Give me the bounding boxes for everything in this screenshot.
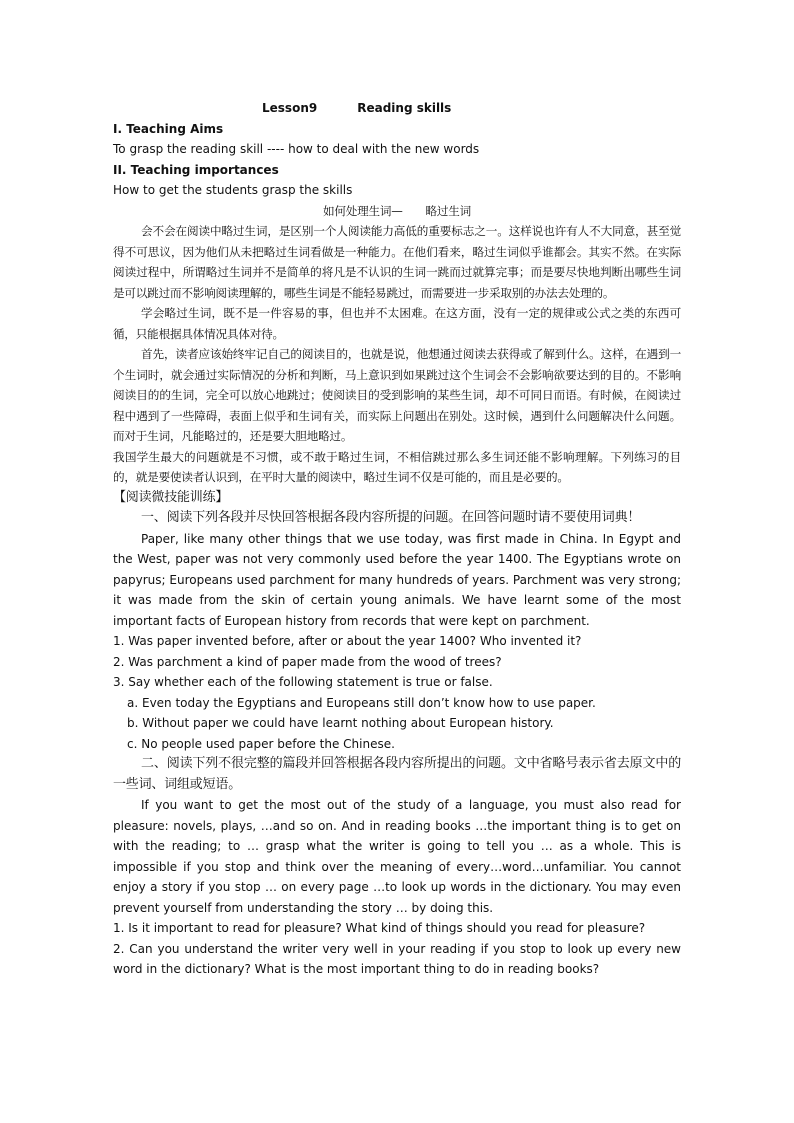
- exercise-1-question-1: 1. Was paper invented before, after or about the year 1400? Who invented it?: [113, 634, 582, 648]
- chinese-paragraph-2: 学会略过生词，既不是一件容易的事，但也并不太困难。在这方面，没有一定的规律或公式之类的东西可循，只能根据具体情况具体对待。: [113, 306, 681, 341]
- exercise-2-question-2: 2. Can you understand the writer very well in your reading if you stop to look up every new word in the dictionary? What is the most important thing to do in reading books?: [113, 941, 681, 976]
- lesson-number: Lesson9: [262, 101, 318, 115]
- importances-heading: II. Teaching importances: [113, 162, 279, 177]
- chinese-paragraph-4: 我国学生最大的问题就是不习惯，或不敢于略过生词，不相信跳过那么多生词还能不影响理解。下列练习的目的，就是要使读者认识到，在平时大量的阅读中，略过生词不仅是可能的，而且是必要的。: [113, 449, 681, 484]
- exercise-2-passage: If you want to get the most out of the study of a language, you must also read for pleasure: novels, plays, …and so on. And in reading books …the important thing is to get on with the reading; to … grasp what the writer is going to tell you … as a whole. This is impossible if you stop and think over the meaning of every…word…unfamiliar. You cannot enjoy a story if you stop … on every page …to look up words in the dictionary. You may even prevent yourself from understanding the story … by doing this.: [113, 798, 681, 915]
- exercise-2-instruction: 二、阅读下列不很完整的篇段并回答根据各段内容所提出的问题。文中省略号表示省去原文中的一些词、词组或短语。: [113, 756, 681, 792]
- training-heading: 【阅读微技能训练】: [113, 489, 229, 505]
- exercise-1-question-3: 3. Say whether each of the following statement is true or false.: [113, 675, 493, 689]
- exercise-1-instruction: 一、阅读下列各段并尽快回答根据各段内容所提的问题。在回答问题时请不要使用词典！: [141, 510, 641, 525]
- importances-text: How to get the students grasp the skills: [113, 183, 353, 197]
- chinese-paragraph-3: 首先，读者应该始终牢记自己的阅读目的，也就是说，他想通过阅读去获得或了解到什么。这样，在遇到一个生词时，就会通过实际情况的分析和判断，马上意识到如果跳过这个生词会不会影响欲要达到的目的。不影响阅读目的的生词，完全可以放心地跳过；使阅读目的受到影响的某些生词，却不可同日而语。有时候，在阅读过程中遇到了一些障碍，表面上似乎和生词有关，而实际上问题出在别处。这时候，遇到什么问题解决什么问题。而对于生词，凡能略过的，还是要大胆地略过。: [113, 347, 681, 443]
- exercise-1-question-2: 2. Was parchment a kind of paper made from the wood of trees?: [113, 654, 502, 669]
- aims-heading: I. Teaching Aims: [113, 121, 224, 136]
- document-page: [113, 98, 681, 980]
- chinese-paragraph-1: 会不会在阅读中略过生词，是区别一个人阅读能力高低的重要标志之一。这样说也许有人不大同意，甚至觉得不可思议，因为他们从未把略过生词看做是一种能力。在他们看来，略过生词似乎谁都会。其实不然。在实际阅读过程中，所谓略过生词并不是简单的将凡是不认识的生词一跳而过就算完事；而是要尽快地判断出哪些生词是可以跳过而不影响阅读理解的，哪些生词是不能轻易跳过，而需要进一步采取别的办法去处理的。: [113, 224, 681, 300]
- lesson-title: [262, 98, 681, 119]
- exercise-1-question-3a: a. Even today the Egyptians and Europeans still don’t know how to use paper.: [127, 695, 596, 710]
- exercise-1-question-3c: c. No people used paper before the Chinese.: [127, 736, 395, 751]
- exercise-1-passage: Paper, like many other things that we use today, was first made in China. In Egypt and the West, paper was not very commonly used before the year 1400. The Egyptians wrote on papyrus; Europeans used parchment for many hundreds of years. Parchment was very strong; it was made from the skin of certain young animals. We have learnt some of the most important facts of European history from records that were kept on parchment.: [113, 531, 681, 628]
- lesson-topic: Reading skills: [357, 101, 452, 115]
- aims-text: To grasp the reading skill ---- how to deal with the new words: [113, 142, 480, 156]
- chinese-subtitle: 如何处理生词— 略过生词: [322, 203, 472, 218]
- exercise-2-question-1: 1. Is it important to read for pleasure? What kind of things should you read for pleasure?: [113, 921, 646, 935]
- exercise-1-question-3b: b. Without paper we could have learnt nothing about European history.: [127, 716, 554, 730]
